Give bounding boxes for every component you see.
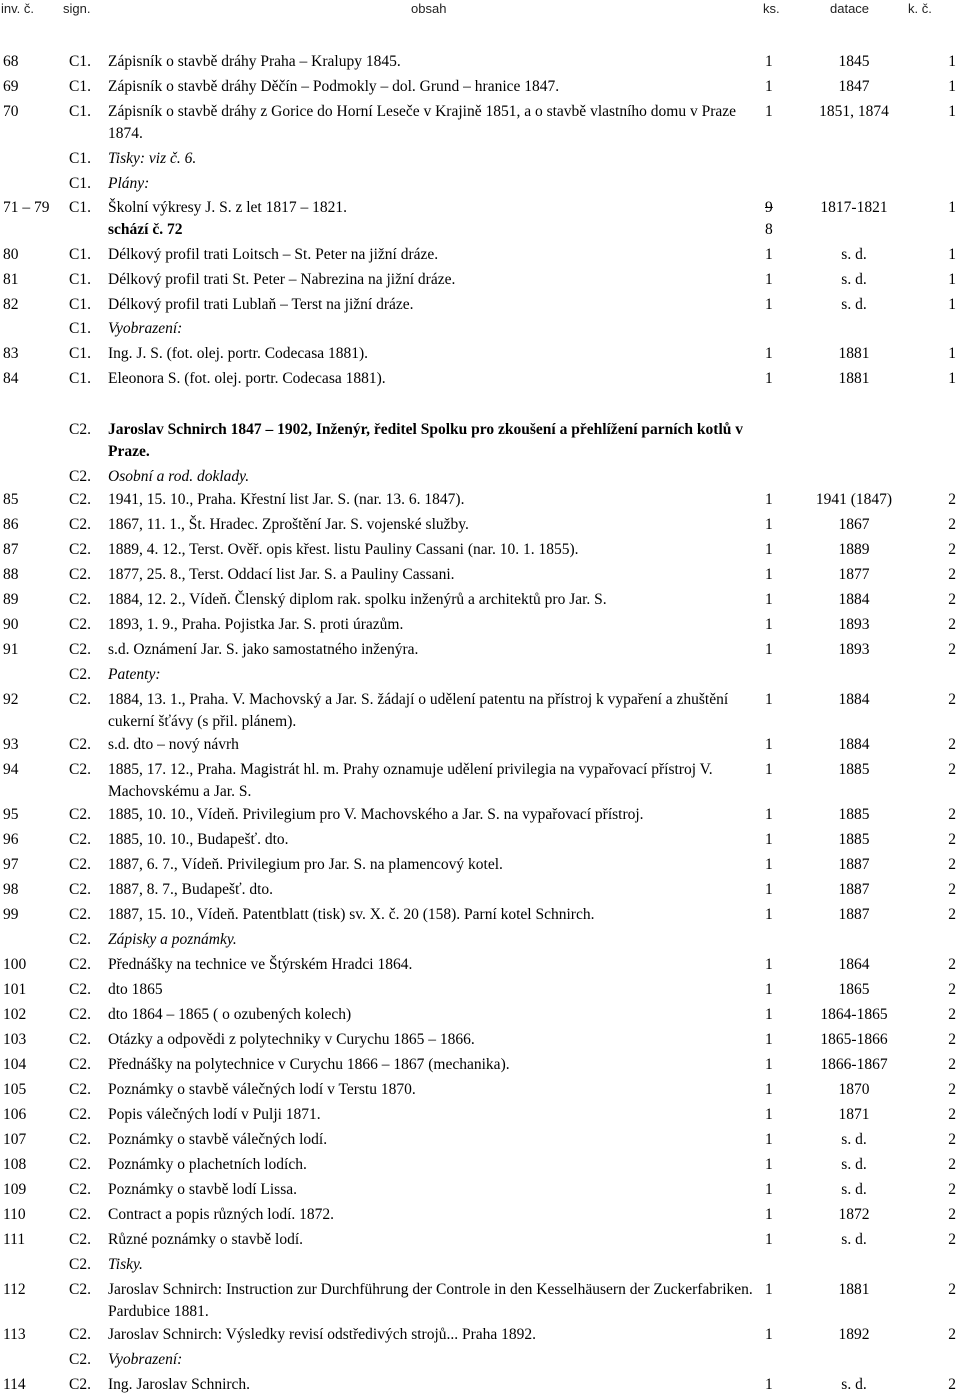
inv-number: 99 (3, 906, 19, 923)
signature: C2. (69, 806, 91, 823)
box-number: 2 (948, 616, 956, 633)
signature: C2. (69, 1181, 91, 1198)
box-number: 2 (948, 1326, 956, 1343)
signature: C2. (69, 591, 91, 608)
ks-count: 1 (765, 271, 773, 288)
datace: 1867 (838, 516, 870, 533)
signature: C2. (69, 666, 91, 683)
ks-count: 1 (765, 1006, 773, 1023)
inv-number: 110 (3, 1206, 26, 1223)
inv-number: 98 (3, 881, 19, 898)
signature: C2. (69, 981, 91, 998)
box-number: 2 (948, 591, 956, 608)
description: Contract a popis různých lodí. 1872. (108, 1206, 334, 1223)
description: dto 1864 – 1865 ( o ozubených kolech) (108, 1006, 352, 1023)
inv-number: 109 (3, 1181, 27, 1198)
description: s.d. dto – nový návrh (108, 736, 239, 753)
box-number: 2 (948, 516, 956, 533)
description: 1867, 11. 1., Št. Hradec. Zproštění Jar. S. vojenské služby. (108, 516, 469, 533)
inv-number: 111 (3, 1231, 26, 1248)
inv-number: 83 (3, 345, 19, 362)
inv-number: 103 (3, 1031, 27, 1048)
description: Eleonora S. (fot. olej. portr. Codecasa 1881). (108, 370, 386, 387)
description: Poznámky o stavbě válečných lodí. (108, 1131, 328, 1148)
inv-number: 84 (3, 370, 19, 387)
inv-number: 87 (3, 541, 19, 558)
description: Jaroslav Schnirch: Instruction zur Durchführung der Controle in den Kesselhäusern der Zuckerfabriken. Pardubice 1881. (108, 1281, 753, 1320)
description: 1884, 12. 2., Vídeň. Členský diplom rak. spolku inženýrů a architektů pro Jar. S. (108, 591, 607, 608)
header-sign: sign. (63, 1, 91, 16)
inv-number: 96 (3, 831, 19, 848)
datace: 1887 (838, 906, 870, 923)
signature: C1. (69, 199, 91, 216)
signature: C2. (69, 736, 91, 753)
ks-count: 1 (765, 1056, 773, 1073)
box-number: 1 (948, 370, 956, 387)
inv-number: 89 (3, 591, 19, 608)
datace: 1884 (838, 736, 870, 753)
datace: 1889 (838, 541, 870, 558)
signature: C2. (69, 641, 91, 658)
ks-count: 1 (765, 246, 773, 263)
description: Školní výkresy J. S. z let 1817 – 1821. schází č. 72 (108, 197, 753, 241)
description: Otázky a odpovědi z polytechniky v Curychu 1865 – 1866. (108, 1031, 475, 1048)
inv-number: 108 (3, 1156, 27, 1173)
datace: 1871 (838, 1106, 870, 1123)
description: Různé poznámky o stavbě lodí. (108, 1231, 303, 1248)
inv-number: 107 (3, 1131, 27, 1148)
description: s.d. Oznámení Jar. S. jako samostatného inženýra. (108, 641, 419, 658)
description: 1877, 25. 8., Terst. Oddací list Jar. S. a Pauliny Cassani. (108, 566, 455, 583)
box-number: 2 (948, 1056, 956, 1073)
signature: C2. (69, 1081, 91, 1098)
box-number: 1 (948, 103, 956, 120)
box-number: 2 (948, 541, 956, 558)
signature: C1. (69, 53, 91, 70)
description: Plány: (108, 175, 150, 192)
box-number: 2 (948, 1006, 956, 1023)
signature: C1. (69, 175, 91, 192)
ks-count: 1 (765, 736, 773, 753)
box-number: 1 (948, 271, 956, 288)
inv-number: 85 (3, 491, 19, 508)
signature: C1. (69, 370, 91, 387)
inv-number: 101 (3, 981, 27, 998)
datace: s. d. (841, 1131, 867, 1148)
inv-number: 94 (3, 761, 19, 778)
description: 1887, 15. 10., Vídeň. Patentblatt (tisk) sv. X. č. 20 (158). Parní kotel Schnirch. (108, 906, 595, 923)
ks-count: 1 (765, 370, 773, 387)
description: Zápisky a poznámky. (108, 931, 237, 948)
inv-number: 114 (3, 1376, 26, 1393)
description: 1885, 10. 10., Vídeň. Privilegium pro V. Machovského a Jar. S. na vypařovací přístroj. (108, 806, 644, 823)
box-number: 2 (948, 1281, 956, 1298)
signature: C1. (69, 320, 91, 337)
inv-number: 95 (3, 806, 19, 823)
datace: 1892 (838, 1326, 870, 1343)
ks-count: 1 (765, 345, 773, 362)
description: Vyobrazení: (108, 1351, 183, 1368)
datace: 1881 (838, 1281, 870, 1298)
box-number: 2 (948, 981, 956, 998)
signature: C2. (69, 906, 91, 923)
box-number: 1 (948, 246, 956, 263)
signature: C2. (69, 691, 91, 708)
box-number: 2 (948, 1131, 956, 1148)
signature: C2. (69, 761, 91, 778)
description: Zápisník o stavbě dráhy z Gorice do Horní Leseče v Krajině 1851, a o stavbě vlastního domu v Praze 1874. (108, 103, 736, 142)
description: Zápisník o stavbě dráhy Praha – Kralupy 1845. (108, 53, 401, 70)
signature: C1. (69, 78, 91, 95)
signature: C2. (69, 541, 91, 558)
signature: C2. (69, 421, 91, 438)
signature: C2. (69, 566, 91, 583)
description: Zápisník o stavbě dráhy Děčín – Podmokly – dol. Grund – hranice 1847. (108, 78, 560, 95)
header-datace: datace (830, 1, 870, 16)
datace: s. d. (841, 1156, 867, 1173)
signature: C2. (69, 1131, 91, 1148)
ks-count: 1 (765, 956, 773, 973)
description: Osobní a rod. doklady. (108, 468, 250, 485)
ks-count: 9 (765, 199, 773, 216)
datace: 1887 (838, 881, 870, 898)
datace: s. d. (841, 1181, 867, 1198)
ks-count: 1 (765, 1081, 773, 1098)
inv-number: 90 (3, 616, 19, 633)
description: Délkový profil trati St. Peter – Nabrezina na jižní dráze. (108, 271, 456, 288)
inv-number: 93 (3, 736, 19, 753)
description: 1893, 1. 9., Praha. Pojistka Jar. S. proti úrazům. (108, 616, 404, 633)
inv-number: 88 (3, 566, 19, 583)
signature: C2. (69, 491, 91, 508)
ks-count: 1 (765, 591, 773, 608)
signature: C2. (69, 831, 91, 848)
signature: C1. (69, 271, 91, 288)
signature: C2. (69, 931, 91, 948)
description: Jaroslav Schnirch: Výsledky revisí odstředivých strojů... Praha 1892. (108, 1326, 537, 1343)
box-number: 2 (948, 1081, 956, 1098)
description: Poznámky o stavbě válečných lodí v Terstu 1870. (108, 1081, 416, 1098)
inv-number: 113 (3, 1326, 26, 1343)
description: Poznámky o stavbě lodí Lissa. (108, 1181, 297, 1198)
signature: C2. (69, 1156, 91, 1173)
box-number: 2 (948, 736, 956, 753)
signature: C1. (69, 345, 91, 362)
ks-count: 1 (765, 1206, 773, 1223)
description: Poznámky o plachetních lodích. (108, 1156, 307, 1173)
ks-count: 1 (765, 1281, 773, 1298)
ks-count: 1 (765, 981, 773, 998)
description: Přednášky na technice ve Štýrském Hradci 1864. (108, 956, 413, 973)
description: Ing. Jaroslav Schnirch. (108, 1376, 251, 1393)
ks-count: 1 (765, 641, 773, 658)
box-number: 2 (948, 1206, 956, 1223)
datace: 1865 (838, 981, 870, 998)
ks-count: 1 (765, 491, 773, 508)
datace: 1893 (838, 616, 870, 633)
ks-count: 1 (765, 103, 773, 120)
box-number: 2 (948, 906, 956, 923)
inv-number: 82 (3, 296, 19, 313)
inv-number: 104 (3, 1056, 27, 1073)
inv-number: 69 (3, 78, 19, 95)
box-number: 2 (948, 1106, 956, 1123)
ks-count: 1 (765, 856, 773, 873)
signature: C2. (69, 1056, 91, 1073)
inv-number: 80 (3, 246, 19, 263)
datace: 1866-1867 (820, 1056, 888, 1073)
inv-number: 106 (3, 1106, 27, 1123)
inv-number: 71 – 79 (3, 199, 50, 216)
datace: s. d. (841, 296, 867, 313)
box-number: 2 (948, 856, 956, 873)
datace: 1847 (838, 78, 870, 95)
description: 1885, 17. 12., Praha. Magistrát hl. m. Prahy oznamuje udělení privilegia na vypařovací přístroj V. Machovskému a Jar. S. (108, 761, 713, 800)
box-number: 1 (948, 296, 956, 313)
signature: C1. (69, 296, 91, 313)
header-kc: k. č. (908, 1, 932, 16)
ks-count: 1 (765, 1106, 773, 1123)
signature: C2. (69, 616, 91, 633)
description: Vyobrazení: (108, 320, 183, 337)
box-number: 2 (948, 1156, 956, 1173)
header-obsah: obsah (411, 1, 447, 16)
signature: C2. (69, 1231, 91, 1248)
ks-count: 1 (765, 906, 773, 923)
ks-count: 1 (765, 831, 773, 848)
inv-number: 92 (3, 691, 19, 708)
box-number: 1 (948, 345, 956, 362)
datace: s. d. (841, 1376, 867, 1393)
signature: C2. (69, 1256, 91, 1273)
signature: C2. (69, 1326, 91, 1343)
box-number: 2 (948, 1181, 956, 1198)
box-number: 2 (948, 806, 956, 823)
ks-count: 1 (765, 1376, 773, 1393)
description: dto 1865 (108, 981, 163, 998)
signature: C2. (69, 856, 91, 873)
box-number: 1 (948, 78, 956, 95)
ks-count: 1 (765, 806, 773, 823)
datace: 1870 (838, 1081, 870, 1098)
datace: 1885 (838, 761, 870, 778)
ks-count: 1 (765, 541, 773, 558)
datace: s. d. (841, 271, 867, 288)
description: Popis válečných lodí v Pulji 1871. (108, 1106, 321, 1123)
signature: C2. (69, 1106, 91, 1123)
description: Jaroslav Schnirch 1847 – 1902, Inženýr, ředitel Spolku pro zkoušení a přehlížení parních kotlů v Praze. (108, 421, 744, 460)
inv-number: 68 (3, 53, 19, 70)
ks-count: 1 (765, 1031, 773, 1048)
ks-count: 1 (765, 78, 773, 95)
datace: 1884 (838, 691, 870, 708)
ks-count: 1 (765, 296, 773, 313)
description: 1885, 10. 10., Budapešť. dto. (108, 831, 289, 848)
description: 1884, 13. 1., Praha. V. Machovský a Jar. S. žádají o udělení patentu na přístroj k vypaření a zhuštění cukerní šťávy (s přil. plánem). (108, 691, 729, 730)
box-number: 2 (948, 956, 956, 973)
inv-number: 70 (3, 103, 19, 120)
box-number: 2 (948, 881, 956, 898)
box-number: 2 (948, 831, 956, 848)
header-inv: inv. č. (1, 1, 34, 16)
signature: C1. (69, 246, 91, 263)
description: 1941, 15. 10., Praha. Křestní list Jar. S. (nar. 13. 6. 1847). (108, 491, 465, 508)
signature: C2. (69, 1351, 91, 1368)
box-number: 2 (948, 1376, 956, 1393)
ks-count: 1 (765, 1231, 773, 1248)
description: Tisky: viz č. 6. (108, 150, 197, 167)
box-number: 2 (948, 691, 956, 708)
datace: 1864 (838, 956, 870, 973)
ks-count: 1 (765, 761, 773, 778)
ks-count: 1 (765, 616, 773, 633)
inv-number: 81 (3, 271, 19, 288)
datace: s. d. (841, 246, 867, 263)
description: Délkový profil trati Loitsch – St. Peter na jižní dráze. (108, 246, 439, 263)
description: Délkový profil trati Lublaň – Terst na jižní dráze. (108, 296, 414, 313)
signature: C2. (69, 881, 91, 898)
signature: C1. (69, 150, 91, 167)
signature: C1. (69, 103, 91, 120)
box-number: 2 (948, 566, 956, 583)
description: 1887, 6. 7., Vídeň. Privilegium pro Jar. S. na plamencový kotel. (108, 856, 503, 873)
box-number: 1 (948, 53, 956, 70)
datace: 1941 (1847) (815, 491, 893, 508)
datace: 1887 (838, 856, 870, 873)
inv-number: 91 (3, 641, 19, 658)
datace: 1872 (838, 1206, 870, 1223)
signature: C2. (69, 468, 91, 485)
ks-count: 1 (765, 881, 773, 898)
missing-note: schází č. 72 (108, 221, 183, 238)
ks-count: 1 (765, 566, 773, 583)
inv-number: 105 (3, 1081, 27, 1098)
datace: 1817-1821 (820, 199, 888, 216)
datace: 1865-1866 (820, 1031, 888, 1048)
description: 1887, 8. 7., Budapešť. dto. (108, 881, 274, 898)
signature: C2. (69, 956, 91, 973)
signature: C2. (69, 1376, 91, 1393)
signature: C2. (69, 1031, 91, 1048)
datace: 1851, 1874 (819, 103, 889, 120)
box-number: 2 (948, 1231, 956, 1248)
description: Patenty: (108, 666, 161, 683)
ks-count: 1 (765, 1131, 773, 1148)
datace: 1884 (838, 591, 870, 608)
ks-count: 1 (765, 53, 773, 70)
description: Ing. J. S. (fot. olej. portr. Codecasa 1881). (108, 345, 369, 362)
header-ks: ks. (763, 1, 780, 16)
box-number: 2 (948, 761, 956, 778)
datace: 1845 (838, 53, 870, 70)
datace: 1864-1865 (820, 1006, 888, 1023)
box-number: 1 (948, 199, 956, 216)
ks-count: 1 (765, 1326, 773, 1343)
datace: 1885 (838, 806, 870, 823)
description: Přednášky na polytechnice v Curychu 1866 – 1867 (mechanika). (108, 1056, 510, 1073)
datace: 1885 (838, 831, 870, 848)
box-number: 2 (948, 641, 956, 658)
inv-number: 100 (3, 956, 27, 973)
datace: 1881 (838, 370, 870, 387)
datace: 1893 (838, 641, 870, 658)
datace: s. d. (841, 1231, 867, 1248)
ks-count: 1 (765, 1181, 773, 1198)
signature: C2. (69, 1206, 91, 1223)
box-number: 2 (948, 1031, 956, 1048)
inv-number: 102 (3, 1006, 27, 1023)
description: Tisky. (108, 1256, 143, 1273)
datace: 1877 (838, 566, 870, 583)
signature: C2. (69, 516, 91, 533)
signature: C2. (69, 1006, 91, 1023)
ks-count: 1 (765, 516, 773, 533)
datace: 1881 (838, 345, 870, 362)
ks-count: 1 (765, 1156, 773, 1173)
inv-number: 86 (3, 516, 19, 533)
box-number: 2 (948, 491, 956, 508)
signature: C2. (69, 1281, 91, 1298)
ks-count: 1 (765, 691, 773, 708)
inv-number: 97 (3, 856, 19, 873)
inv-number: 112 (3, 1281, 26, 1298)
description: 1889, 4. 12., Terst. Ověř. opis křest. listu Pauliny Cassani (nar. 10. 1. 1855). (108, 541, 579, 558)
ks-corrected: 8 (765, 221, 773, 238)
